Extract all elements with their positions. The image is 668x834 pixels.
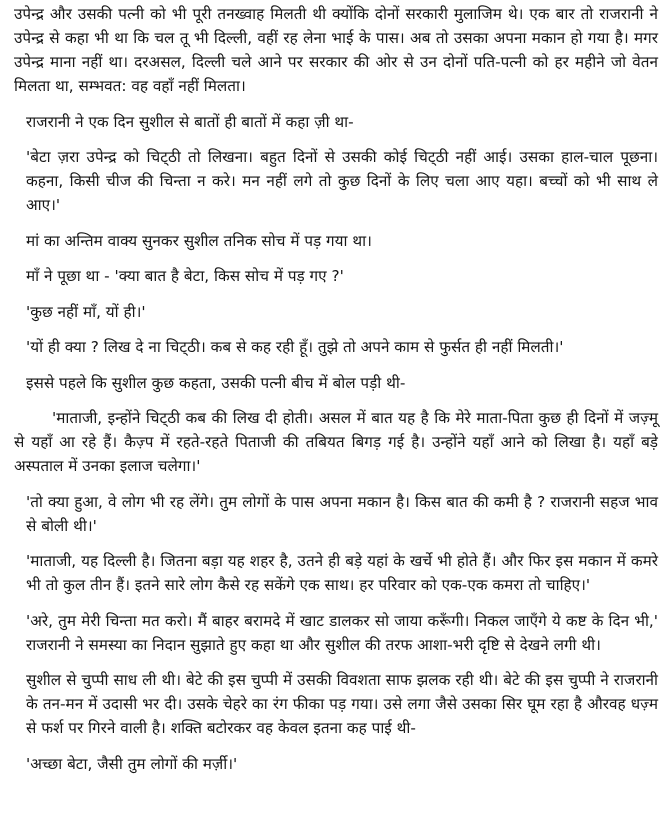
paragraph-3: 'बेटा ज़रा उपेन्द्र को चिट्‌ठी तो लिखना। बहुत दिनों से उसकी कोई चिट्‌ठी नहीं आई। उसका हाल-चाल पूछना। कहना, किसी चीज की चिन्ता न करे। मन नहीं लगे तो कुछ दिनों के लिए चला आए यहा। बच्चों को भी साथ ले आए।' <box>26 148 658 214</box>
paragraph-2: राजरानी ने एक दिन सुशील से बातों ही बातों में कहा ज़ी था- <box>26 112 354 131</box>
paragraph-14: 'अच्छा बेटा, जैसी तुम लोगों की मर्ज़ी।' <box>26 754 238 773</box>
document-page <box>14 2 658 787</box>
paragraph-7: 'यों ही क्या ? लिख दे ना चिट्‌ठी। कब से कह रही हूँ। तुझे तो अपने काम से फुर्सत ही नहीं मिलती।' <box>26 338 564 356</box>
paragraph-11: 'माताजी, यह दिल्ली है। जितना बड़ा यह शहर है, उतने ही बड़े यहां के खर्चे भी होते हैं। और फिर इस मकान में कमरे भी तो कुल तीन हैं। इतने सारे लोग कैसे रह सकेंगे एक साथ। हर परिवार को एक-एक कमरा तो चाहिए।' <box>26 552 658 594</box>
paragraph-1: उपेन्द्र और उसकी पत्नी को भी पूरी तनख्वाह मिलती थी क्योंकि दोनों सरकारी मुलाजिम थे। एक बार तो राजरानी ने उपेन्द्र से कहा भी था कि चल तू भी दिल्ली, वहीं रह लेना भाई के पास। अब तो उसका अपना मकान हो गया है। मगर उपेन्द्र माना नहीं था। दरअसल, दिल्ली चले आने पर सरकार की ओर से उन दोनों पति-पत्नी को हर महीने जो वेतन मिलता था, सम्भवत: वह वहाँ नहीं मिलता। <box>14 5 658 95</box>
paragraph-9: 'माताजी, इन्होंने चिट्‌ठी कब की लिख दी होती। असल में बात यह है कि मेरे माता-पिता कुछ ही दिनों में जज़्मू से यहाँ आ रहे हैं। कैज़्प में रहते-रहते पिताजी की तबियत बिगड़ गई है। उन्होंने यहाँ आने को लिखा है। यहाँ बड़े अस्पताल में उनका इलाज चलेगा।' <box>14 409 658 475</box>
paragraph-13: सुशील से चुप्पी साध ली थी। बेटे की इस चुप्पी में उसकी विवशता साफ झलक रही थी। बेटे की इस चुप्पी ने राजरानी के तन-मन में उदासी भर दी। उसके चेहरे का रंग फीका पड़ गया। उसे लगा जैसे उसका सिर घूम रहा है औरवह धज़्म से फर्श पर गिरने वाली है। शक्ति बटोरकर वह केवल इतना कह पाई थी- <box>26 671 658 737</box>
paragraph-10: 'तो क्या हुआ, वे लोग भी रह लेंगे। तुम लोगों के पास अपना मकान है। किस बात की कमी है ? राजरानी सहज भाव से बोली थी।' <box>26 492 658 535</box>
paragraph-5: माँ ने पूछा था - 'क्या बात है बेटा, किस सोच में पड़ गए ?' <box>26 267 344 285</box>
paragraph-8: इससे पहले कि सुशील कुछ कहता, उसकी पत्नी बीच में बोल पड़ी थी- <box>26 373 406 392</box>
paragraph-12: 'अरे, तुम मेरी चिन्ता मत करो। मैं बाहर बरामदे में खाट डालकर सो जाया करूँगी। निकल जाएँगे ये कष्ट के दिन भी,' राजरानी ने समस्या का निदान सुझाते हुए कहा था और सुशील की तरफ आशा-भरी दृष्टि से देखने लगी थी। <box>26 611 658 654</box>
paragraph-6: 'कुछ नहीं माँ, यों ही।' <box>26 302 146 321</box>
paragraph-4: मां का अन्तिम वाक्य सुनकर सुशील तनिक सोच में पड़ गया था। <box>26 231 372 250</box>
